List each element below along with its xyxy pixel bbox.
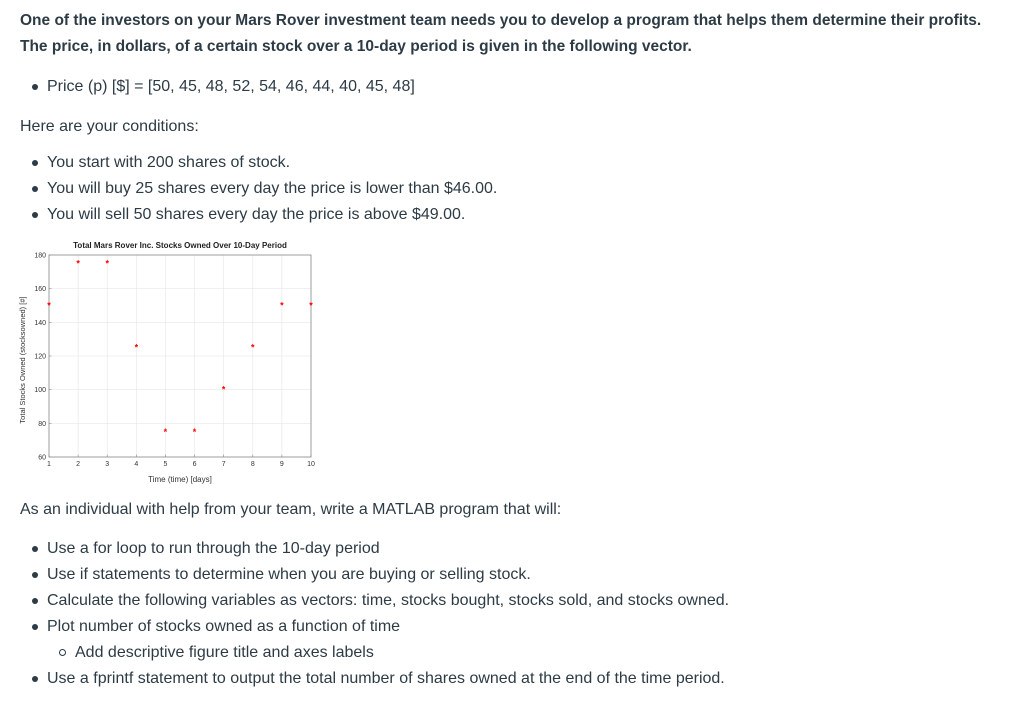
- chart-svg: [16, 236, 326, 488]
- condition-item: You start with 200 shares of stock.: [20, 150, 497, 176]
- stocks-owned-chart: [16, 236, 326, 488]
- data-point-marker: *: [47, 300, 51, 311]
- x-tick-label: 9: [279, 461, 284, 468]
- y-tick-label: 60: [38, 454, 46, 462]
- chart-ticks: [34, 253, 315, 469]
- x-tick-label: 6: [192, 461, 197, 468]
- data-point-marker: *: [192, 426, 197, 437]
- x-tick-label: 8: [250, 461, 255, 468]
- data-point-marker: *: [163, 426, 168, 437]
- problem-intro: [20, 8, 1010, 60]
- task-item: Calculate the following variables as vectors: time, stocks bought, stocks sold, and stocks owned.: [20, 588, 729, 614]
- y-tick-label: 160: [34, 286, 46, 294]
- data-point-marker: *: [221, 384, 226, 395]
- condition-item: You will sell 50 shares every day the price is above $49.00.: [20, 202, 497, 228]
- y-tick-label: 120: [34, 353, 46, 361]
- chart-x-axis-label: Time (time) [days]: [148, 475, 212, 484]
- task-sub-item: Add descriptive figure title and axes labels: [20, 640, 729, 666]
- task-item: Use a fprintf statement to output the total number of shares owned at the end of the time period.: [20, 666, 729, 692]
- conditions-list: [20, 150, 497, 228]
- data-point-marker: *: [280, 300, 284, 311]
- x-tick-label: 7: [221, 461, 226, 468]
- condition-item: You will buy 25 shares every day the price is lower than $46.00.: [20, 176, 497, 202]
- task-sub-list: [20, 640, 729, 666]
- y-tick-label: 100: [34, 387, 46, 395]
- x-tick-label: 3: [105, 461, 110, 468]
- y-tick-label: 180: [34, 252, 46, 260]
- x-tick-label: 5: [163, 461, 168, 468]
- data-point-marker: *: [76, 258, 80, 269]
- intro-line-2: The price, in dollars, of a certain stock over a 10-day period is given in the following vector.: [20, 38, 692, 55]
- task-item: Use if statements to determine when you are buying or selling stock.: [20, 562, 729, 588]
- task-intro: As an individual with help from your team, write a MATLAB program that will:: [20, 501, 562, 518]
- price-item: Price (p) [$] = [50, 45, 48, 52, 54, 46, 44, 40, 45, 48]: [20, 74, 415, 100]
- tasks-list: [20, 536, 729, 692]
- chart-grid: [49, 255, 311, 457]
- data-point-marker: *: [105, 258, 109, 269]
- data-point-marker: *: [134, 342, 139, 353]
- x-tick-label: 2: [76, 461, 81, 468]
- y-tick-label: 140: [34, 319, 46, 327]
- chart-y-axis-label: Total Stocks Owned (stocksowned) [#]: [18, 296, 27, 424]
- intro-line-1: One of the investors on your Mars Rover investment team needs you to develop a program that helps them determine their profits.: [20, 12, 982, 29]
- data-point-marker: *: [309, 300, 313, 311]
- y-tick-label: 80: [38, 420, 46, 428]
- task-item: Plot number of stocks owned as a function of time: [20, 614, 729, 640]
- conditions-heading: Here are your conditions:: [20, 118, 199, 135]
- task-item: Use a for loop to run through the 10-day period: [20, 536, 729, 562]
- x-tick-label: 1: [47, 461, 51, 468]
- data-point-marker: *: [251, 342, 255, 353]
- price-list: [20, 74, 415, 100]
- task-sub-list-wrapper: [20, 640, 729, 666]
- chart-markers: [47, 258, 313, 436]
- x-tick-label: 10: [307, 461, 315, 468]
- x-tick-label: 4: [134, 461, 139, 468]
- chart-title: Total Mars Rover Inc. Stocks Owned Over 10-Day Period: [73, 241, 287, 250]
